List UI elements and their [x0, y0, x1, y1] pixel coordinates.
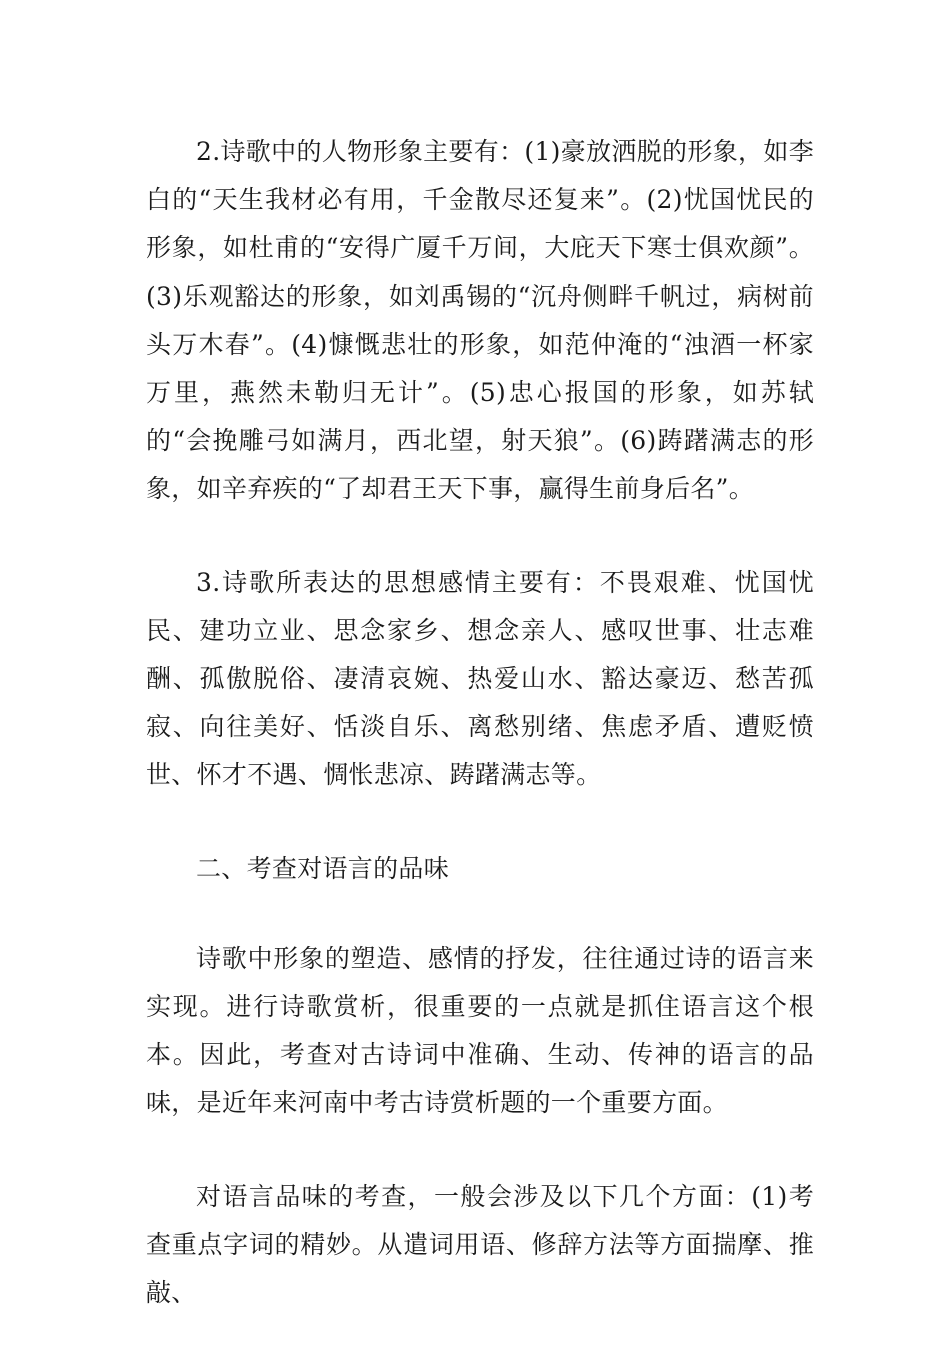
paragraph-thoughts-emotions: 3.诗歌所表达的思想感情主要有：不畏艰难、忧国忧民、建功立业、思念家乡、想念亲人、感叹世事、壮志难酬、孤傲脱俗、凄清哀婉、热爱山水、豁达豪迈、愁苦孤寂、向往美好、恬淡自乐、离愁别绪、焦虑矛盾、遭贬愤世、怀才不遇、惆怅悲凉、踌躇满志等。	[146, 567, 814, 790]
document-body	[146, 128, 814, 1362]
paragraph-character-images: 2.诗歌中的人物形象主要有：(1)豪放洒脱的形象，如李白的“天生我材必有用，千金散尽还复来”。(2)忧国忧民的形象，如杜甫的“安得广厦千万间，大庇天下寒士俱欢颜”。(3)乐观豁达的形象，如刘禹锡的“沉舟侧畔千帆过，病树前头万木春”。(4)慷慨悲壮的形象，如范仲淹的“浊酒一杯家万里，燕然未勒归无计”。(5)忠心报国的形象，如苏轼的“会挽雕弓如满月，西北望，射天狼”。(6)踌躇满志的形象，如辛弃疾的“了却君王天下事，赢得生前身后名”。	[146, 137, 814, 504]
section-heading-language: 二、考查对语言的品味	[196, 853, 450, 883]
paragraph-language-aspects: 对语言品味的考查，一般会涉及以下几个方面：(1)考查重点字词的精妙。从遣词用语、修辞方法等方面揣摩、推敲、	[146, 1181, 814, 1308]
paragraph-language-importance: 诗歌中形象的塑造、感情的抒发，往往通过诗的语言来实现。进行诗歌赏析，很重要的一点就是抓住语言这个根本。因此，考查对古诗词中准确、生动、传神的语言的品味，是近年来河南中考古诗赏析题的一个重要方面。	[146, 943, 814, 1118]
